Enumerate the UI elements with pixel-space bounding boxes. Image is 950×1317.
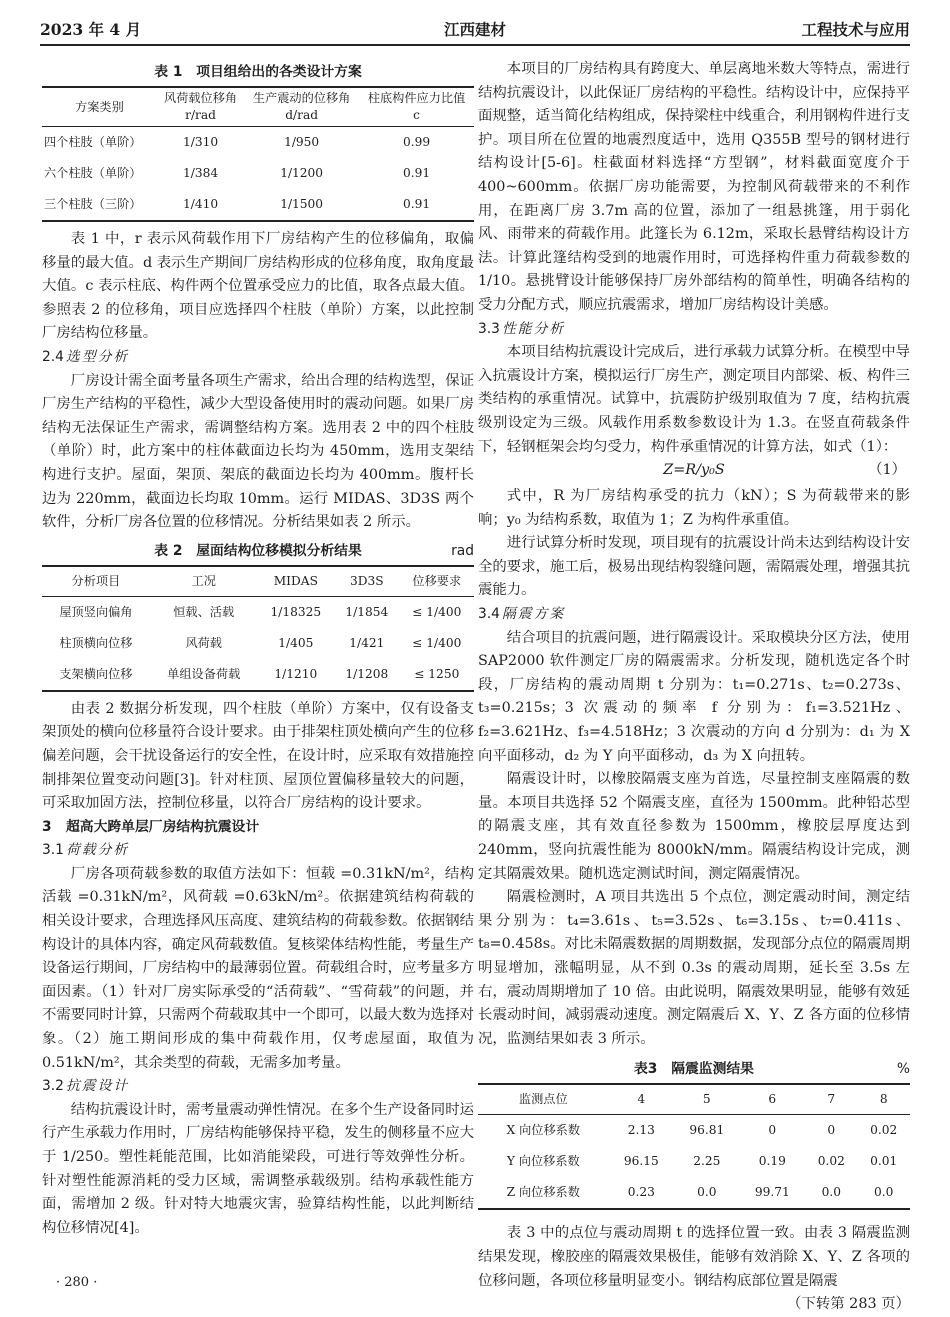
paragraph: 结合项目的抗震问题，进行隔震设计。采取模块分区方法，使用 SAP2000 软件测定厂房的隔震需求。分析发现，随机选定各个时段，厂房结构的震动周期 t 分别为：t₁=0.271s、t₂=0.273s、t₃=0.215s；3 次震动的频率 f 分别为：f₁=3.521Hz、f₂=3.621Hz、f₃=4.518Hz；3 次震动的方向 d 分别为：d₁ 为 X 向平面移动，d₂ 为 Y 向平面移动，d₃ 为 X 向扭转。 [478, 629, 910, 764]
table-header-cell: 3D3S [334, 566, 400, 597]
section-heading: 3.4 隔震方案 [478, 606, 566, 623]
table-cell: 0.02 [817, 1154, 845, 1169]
paragraph: 进行试算分析时发现，项目现有的抗震设计尚未达到结构设计安全的要求，施工后，极易出现结构裂缝问题，需隔震处理，增强其抗震能力。 [478, 535, 910, 599]
left-column [42, 58, 474, 1240]
table-cell: X 向位移系数 [506, 1123, 581, 1138]
table-cell: 柱顶横向位移 [59, 635, 133, 650]
table-cell: 96.15 [623, 1154, 659, 1169]
table-cell: 0.0 [674, 1177, 740, 1209]
table-cell: 1/421 [349, 635, 385, 650]
table-cell: 1/1200 [280, 166, 324, 180]
section-heading: 3.1 荷载分析 [42, 842, 130, 859]
table-cell: 屋顶竖向偏角 [59, 604, 133, 619]
table-cell: 1/410 [157, 189, 244, 221]
table-header-cell: 分析项目 [42, 566, 150, 597]
page-number: · 280 · [56, 1275, 98, 1290]
table-header-cell: 方案类别 [42, 87, 157, 127]
table-row [42, 659, 474, 691]
table-cell: Y 向位移系数 [506, 1154, 580, 1169]
table-cell: 0.91 [402, 166, 431, 180]
section-heading: 2.4 选型分析 [42, 348, 130, 365]
section-heading: 3 超高大跨单层厂房结构抗震设计 [42, 818, 260, 835]
table-header-cell: 8 [858, 1084, 911, 1115]
paragraph: 由表 2 数据分析发现，四个柱肢（单阶）方案中，仅有设备支架顶处的横向位移量符合设计要求。由于排架柱顶处横向产生的位移偏差问题，会干扰设备运行的安全性，在设计时，应采取有效措施控制排架位置变动问题[3]。针对柱顶、屋顶位置偏移量较大的问题，可采取加固方法，控制位移量，以符合厂房结构的设计要求。 [42, 700, 474, 812]
table-cell: 恒载、活载 [173, 604, 235, 619]
table2-caption: 表 2 屋面结构位移模拟分析结果 rad [154, 542, 474, 559]
paragraph: 厂房设计需全面考量各项生产需求，给出合理的结构选型，保证厂房生产结构的平稳性，减少大型设备使用时的震动问题。如果厂房结构无法保证生产需求，需调整结构方案。选用表 2 中的四个柱肢（单阶）时，此方案中的柱体截面边长均为 450mm，选用支架结构进行支护。屋面，架顶、架底的截面边长均为 400mm。腹杆长边为 220mm，截面边长均取 10mm。运行 MIDAS、3D3S 两个软件，分析厂房各位置的位移情况。分析结果如表 2 所示。 [42, 372, 474, 531]
table-row [42, 127, 474, 159]
table-header-cell: 柱底构件应力比值 c [359, 87, 474, 127]
table-header-cell: 工况 [150, 566, 258, 597]
table-cell: 1/384 [182, 166, 219, 180]
issue-date: 2023 年 4 月 [40, 20, 142, 39]
table-row [42, 189, 474, 221]
table-header-cell: 4 [609, 1084, 675, 1115]
table-cell: 1/950 [284, 135, 320, 149]
paragraph: 隔震设计时，以橡胶隔震支座为首选，尽量控制支座隔震的数量。本项目共选择 52 个隔震支座，直径为 1500mm。此种铅芯型的隔震支座，其有效直径参数为 1500mm，橡胶层厚度达到 240mm，竖向抗震性能为 8000kN/mm。隔震结构设计完成，测定其隔震效果。随机选定测试时间，测定隔震情况。 [478, 771, 910, 882]
table-cell: 三个柱肢（三阶） [42, 189, 157, 221]
table-cell: 96.81 [689, 1123, 725, 1138]
table-cell: 2.13 [627, 1123, 655, 1138]
table-header-cell: 5 [674, 1084, 740, 1115]
table-cell: 0 [768, 1123, 777, 1138]
table-row [42, 596, 474, 628]
table-header-cell: 6 [740, 1084, 806, 1115]
table-cell: 六个柱肢（单阶） [44, 166, 142, 180]
table-cell: 0.0 [805, 1177, 857, 1209]
table-cell: ≤ 1/400 [412, 604, 462, 619]
table-cell: 2.25 [693, 1154, 721, 1169]
table-row [478, 1177, 910, 1209]
table-header-cell: 风荷载位移角 r/rad [157, 87, 244, 127]
table-cell: 支架横向位移 [42, 659, 150, 691]
table-cell: 0.99 [402, 135, 431, 149]
journal-name: 江西建材 [443, 20, 506, 39]
section-name: 工程技术与应用 [801, 20, 910, 39]
table-row [42, 628, 474, 659]
table-header-cell: 监测点位 [478, 1084, 609, 1115]
table-cell: 0 [827, 1123, 836, 1138]
table-cell: 0.0 [858, 1177, 911, 1209]
table-cell: 四个柱肢（单阶） [44, 135, 142, 149]
table-row [42, 158, 474, 189]
paragraph: 本项目的厂房结构具有跨度大、单层离地米数大等特点，需进行结构抗震设计，以此保证厂房结构的平稳性。结构设计中，应保持平面规整，适当简化结构组成，保持梁柱中线重合，利用钢构件进行支护。项目所在位置的地震烈度适中，选用 Q355B 型号的钢材进行结构设计[5-6]。柱截面材料选择“方型钢”，材料截面宽度介于 400~600mm。依据厂房功能需要，为控制风荷载带来的不利作用，在距离厂房 3.7m 高的位置，添加了一组悬挑篷，用于弱化风、雨带来的荷载作用。此篷长为 6.12m，采取长悬臂结构设计方法。计算此篷结构受到的地震作用时，可选择构件重力荷载参数的 1/10。悬挑臂设计能够保持厂房外部结构的简单性，明确各结构的受力分配方式，顺应抗震需求，增加厂房结构设计美感。 [478, 61, 910, 313]
table1-caption: 表 1 项目组给出的各类设计方案 [154, 64, 362, 80]
paragraph: 厂房各项荷载参数的取值方法如下：恒载 =0.31kN/m²，结构活载 =0.31kN/m²，风荷载 =0.63kN/m²。依据建筑结构荷载的相关设计要求，合理选择风压高度、建筑结构的荷载参数。依据钢结构设计的具体内容，确定风荷载数值。复核梁体结构性能，考量生产设备运行期间，厂房结构中的最薄弱位置。荷载组合时，应考量多方面因素。（1）针对厂房实际承受的“活荷载”、“雪荷载”的问题，并不需要同时计算，只需两个荷载取其中一个即可，以最大数为选择对象。（2）施工期间形成的集中荷载作用，仅考虑屋面，取值为 0.51kN/m²，其余类型的荷载，无需多加考量。 [42, 865, 474, 1071]
section-heading: 3.3 性能分析 [478, 320, 566, 337]
table-cell: 0.19 [758, 1154, 786, 1169]
table-header-cell: 位移要求 [400, 566, 474, 597]
paragraph: 表 1 中，r 表示风荷载作用下厂房结构产生的位移偏角，取偏移量的最大值。d 表示生产期间厂房结构形成的位移角度，取角度最大值。c 表示柱底、构件两个位置承受应力的比值，取各点最大值。参照表 2 的位移角，项目应选择四个柱肢（单阶）方案，以此控制厂房结构位移量。 [42, 231, 474, 342]
paragraph: 隔震检测时，A 项目共选出 5 个点位，测定震动时间，测定结果分别为：t₄=3.61s、t₅=3.52s、t₆=3.15s、t₇=0.411s、t₈=0.458s。对比未隔震数据的周期数据，发现部分点位的隔震周期明显增加，涨幅明显，从不到 0.3s 的震动周期，延长至 3.5s 左右，震动周期增加了 10 倍。由此说明，隔震效果明显，能够有效延长震动时间，减弱震动速度。测定隔震后 X、Y、Z 各方面的位移情况，监测结果如表 3 所示。 [478, 889, 910, 1047]
table-cell: 0.23 [609, 1177, 675, 1209]
equation-expression: Z=R/y₀S [663, 462, 725, 479]
right-column [478, 58, 910, 1317]
equation-number: （1） [868, 462, 906, 479]
table-header-cell: 生产震动的位移角 d/rad [244, 87, 359, 127]
table-cell: 0.02 [870, 1123, 898, 1138]
table-cell: 单组设备荷载 [150, 659, 258, 691]
table-cell: 1/1854 [345, 604, 389, 619]
equation [478, 459, 910, 485]
paragraph: 表 3 中的点位与震动周期 t 的选择位置一致。由表 3 隔震监测结果发现，橡胶座的隔震效果极佳，能够有效消除 X、Y、Z 各项的位移问题，各项位移量明显变小。钢结构底部位置是隔震 [478, 1225, 910, 1289]
table-cell: 1/405 [278, 635, 314, 650]
table-cell: 1/310 [182, 135, 219, 149]
table-row [478, 1115, 910, 1147]
paragraph: 本项目结构抗震设计完成后，进行承载力试算分析。在模型中导入抗震设计方案，模拟运行厂房生产，测定项目内部梁、板、构件三类结构的承重情况。试算中，抗震防护级别取值为 7 度，结构抗震级别设定为三级。风载作用系数参数设计为 1.3。在竖直荷载条件下，轻钢框架会均匀受力，构件承重情况的计算方法，如式（1）： [478, 344, 910, 455]
table-cell: 0.91 [359, 189, 474, 221]
table-row [478, 1146, 910, 1177]
paragraph: 结构抗震设计时，需考量震动弹性情况。在多个生产设备同时运行产生承载力作用时，厂房结构能够保持平稳，发生的侧移量不应大于 1/250。塑性耗能范围，比如消能梁段，可进行等效弹性分析。针对塑性能源消耗的受力区域，需调整承载级别。结构承载性能方面，需增加 2 级。针对特大地震灾害，验算结构性能，以此判断结构位移情况[4]。 [42, 1101, 474, 1236]
table-cell: 99.71 [740, 1177, 806, 1209]
table-cell: 0.01 [870, 1154, 898, 1169]
table-cell: 风荷载 [185, 635, 222, 650]
table-cell: 1/1208 [334, 659, 400, 691]
table1 [42, 86, 474, 222]
table-header-cell: MIDAS [258, 566, 334, 597]
table-cell: 1/1500 [244, 189, 359, 221]
table-cell: Z 向位移系数 [478, 1177, 609, 1209]
table3-caption: 表3 隔震监测结果 % [634, 1061, 910, 1078]
table3 [478, 1083, 910, 1210]
table-cell: ≤ 1/400 [412, 635, 462, 650]
continued-note: （下转第 283 页） [787, 1296, 910, 1313]
table-header-cell: 7 [805, 1084, 857, 1115]
section-heading: 3.2 抗震设计 [42, 1078, 130, 1095]
table-cell: ≤ 1250 [400, 659, 474, 691]
table2 [42, 565, 474, 692]
table-cell: 1/1210 [258, 659, 334, 691]
paragraph: 式中，R 为厂房结构承受的抗力（kN）；S 为荷载带来的影响；y₀ 为结构系数，取值为 1；Z 为构件承重值。 [478, 488, 910, 528]
page-header [40, 10, 910, 46]
table-cell: 1/18325 [270, 604, 322, 619]
